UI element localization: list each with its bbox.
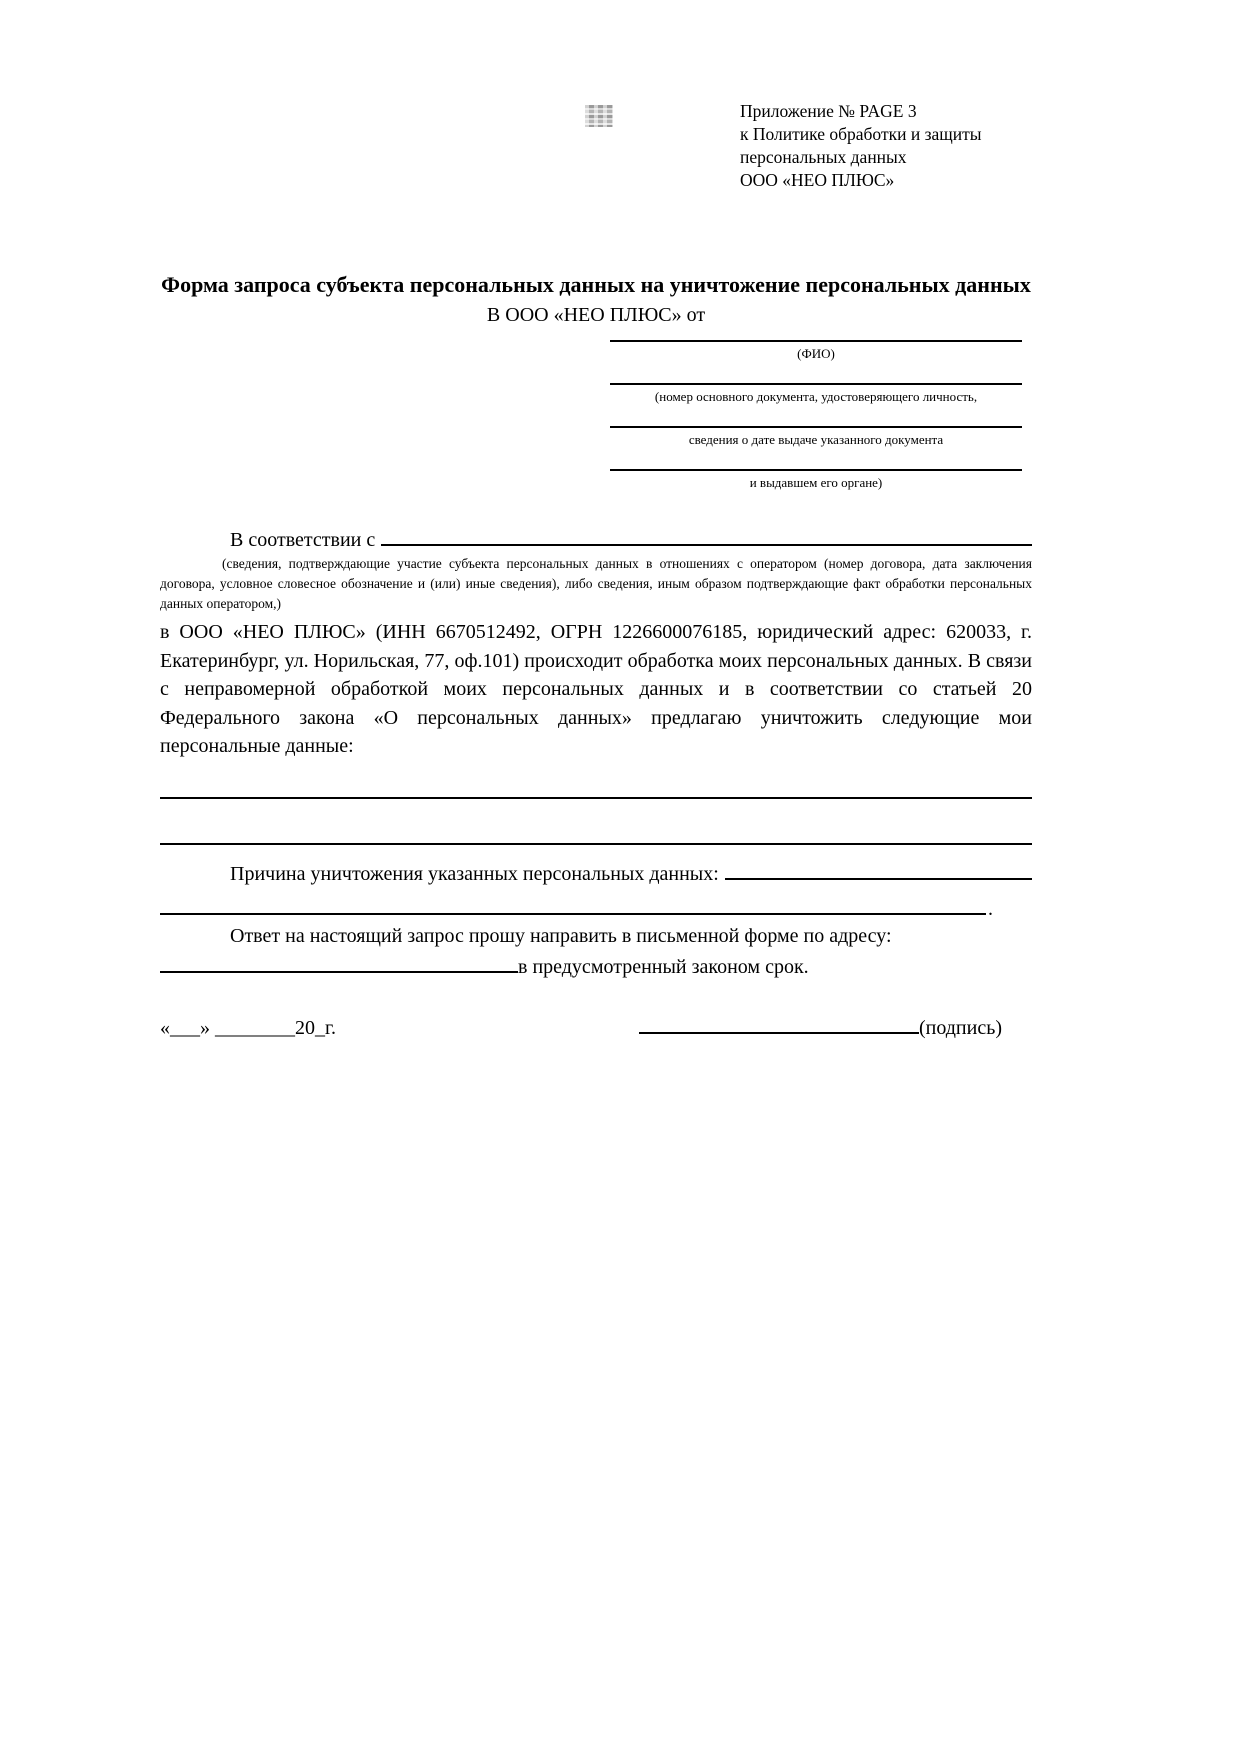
signature-caption: (подпись) xyxy=(918,1016,1002,1039)
response-address-row xyxy=(160,950,1032,979)
identity-fill-block xyxy=(610,340,1022,491)
document-content xyxy=(160,270,1032,1040)
accordance-footnote: (сведения, подтверждающие участие субъекта персональных данных в отношениях с оператором (номер договора, дата заключения договора, условное словесное обозначение и (или) иные сведения), либо сведения, иным образом подтверждающие факт обработки персональных данных оператором,) xyxy=(160,556,1032,611)
reason-blank-line[interactable] xyxy=(725,857,1032,880)
signature-blank-line[interactable] xyxy=(639,1011,919,1034)
accordance-lead-text: В соответствии с xyxy=(230,529,376,551)
organization-name: ООО «НЕО ПЛЮС» xyxy=(740,170,895,190)
issuing-authority-field-group xyxy=(610,469,1022,491)
body-paragraph: в ООО «НЕО ПЛЮС» (ИНН 6670512492, ОГРН 1226600076185, юридический адрес: 620033, г. Екатеринбург, ул. Норильская, 77, оф.101) происходит обработка моих персональных данных. В связи с неправомерной обработкой моих персональных данных и в соответствии со статьей 20 Федерального закона «О персональных данных» предлагаю уничтожить следующие мои персональные данные: xyxy=(160,621,1032,757)
signature-group xyxy=(639,1011,1002,1040)
issue-date-field-group xyxy=(610,426,1022,448)
response-request-text: Ответ на настоящий запрос прошу направить в письменной форме по адресу: xyxy=(230,924,892,947)
addressee-line: В ООО «НЕО ПЛЮС» от xyxy=(486,304,706,326)
embedded-image-placeholder-icon xyxy=(585,105,613,127)
reason-continuation-blank-line[interactable] xyxy=(160,892,986,915)
reason-trailing-period: . xyxy=(988,897,993,920)
reason-continuation-row xyxy=(160,892,1032,921)
document-number-caption: (номер основного документа, удостоверяющего личность, xyxy=(654,389,978,404)
reason-label: Причина уничтожения указанных персональных данных: xyxy=(230,862,719,885)
address-blank-line[interactable] xyxy=(160,950,518,973)
date-fill-text[interactable]: «___» ________20_г. xyxy=(160,1016,336,1039)
issuing-authority-caption: и выдавшем его органе) xyxy=(749,475,883,490)
appendix-header xyxy=(740,100,982,192)
fio-field-group xyxy=(610,340,1022,362)
page-title: Форма запроса субъекта персональных данных на уничтожение персональных данных xyxy=(161,272,1031,297)
date-signature-row xyxy=(160,1011,1032,1040)
document-number-field-group xyxy=(610,383,1022,405)
accordance-blank-line[interactable] xyxy=(381,523,1032,546)
personal-data-blank-line-2[interactable] xyxy=(160,843,1032,845)
accordance-row xyxy=(160,523,1032,552)
issue-date-caption: сведения о дате выдаче указанного документа xyxy=(688,432,944,447)
response-deadline-text: в предусмотренный законом срок. xyxy=(518,955,809,978)
personal-data-blank-line-1[interactable] xyxy=(160,797,1032,799)
policy-line-1: к Политике обработки и защиты xyxy=(740,124,982,144)
fio-caption: (ФИО) xyxy=(797,346,835,361)
appendix-number-line: Приложение № PAGE 3 xyxy=(740,101,917,121)
policy-line-2: персональных данных xyxy=(740,147,907,167)
reason-row xyxy=(160,857,1032,886)
